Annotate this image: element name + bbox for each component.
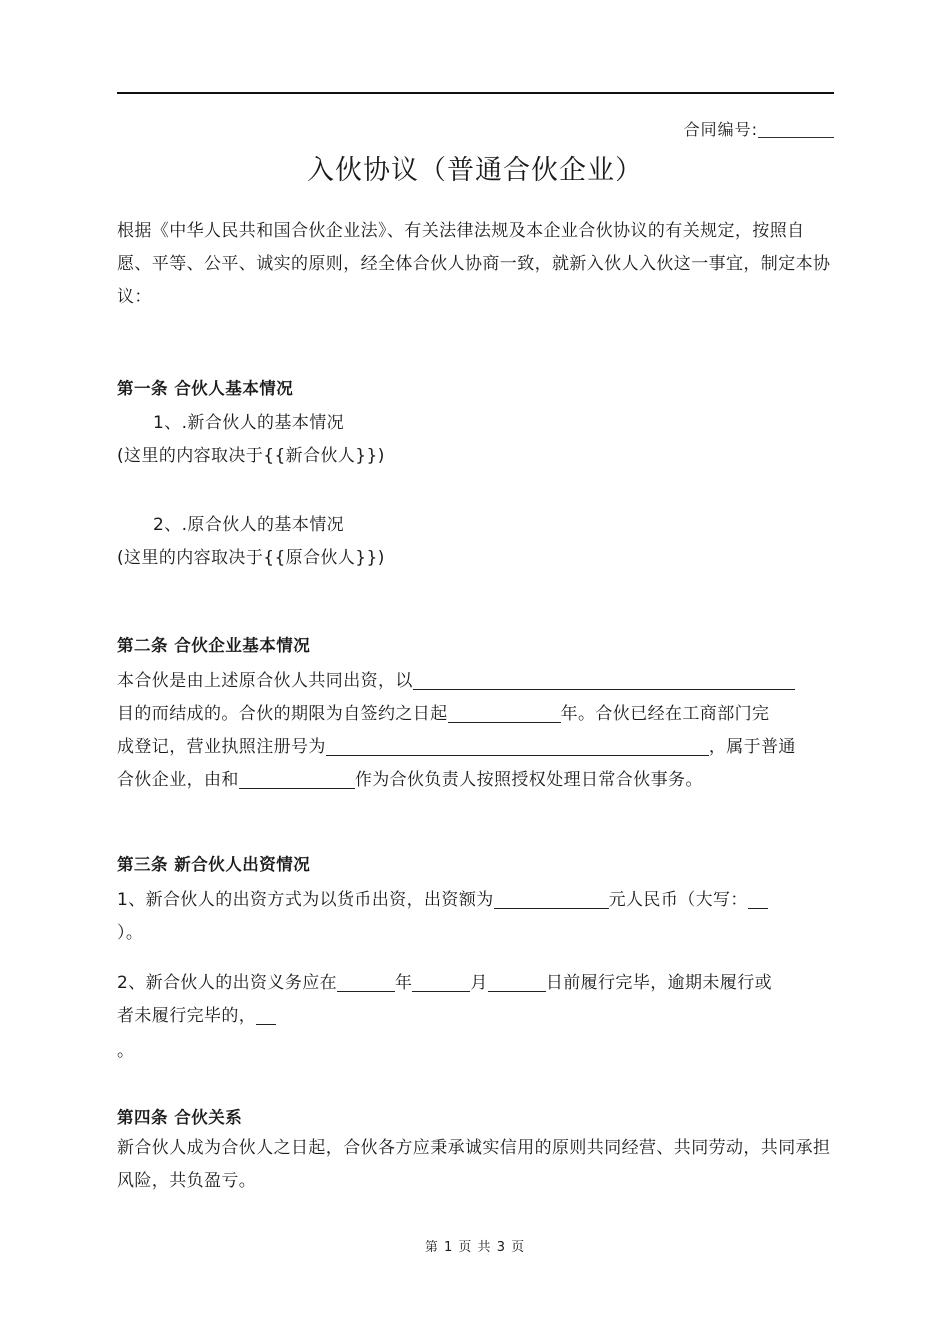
article1-item1: 1、.新合伙人的基本情况 — [153, 413, 345, 433]
purpose-blank[interactable] — [413, 671, 795, 690]
article1-item2-note: (这里的内容取决于{{原合伙人}}) — [117, 548, 385, 568]
article2-line3b-text: ，属于普通 — [708, 737, 796, 757]
article3-year-label: 年 — [395, 973, 413, 993]
term-years-blank[interactable] — [448, 704, 561, 723]
article4-body: 新合伙人成为合伙人之日起，合伙各方应秉承诚实信用的原则共同经营、共同劳动，共同承担风险，共负盈亏。 — [117, 1138, 831, 1191]
contract-number-blank[interactable] — [758, 121, 834, 138]
article3-p2b-text: 日前履行完毕，逾期未履行或 — [545, 973, 773, 993]
contribution-amount-blank[interactable] — [494, 890, 609, 909]
article3-heading: 第三条 新合伙人出资情况 — [117, 855, 311, 874]
due-day-blank[interactable] — [488, 973, 546, 992]
article2-line2 — [117, 699, 769, 724]
article2-line2b-text: 年。合伙已经在工商部门完 — [560, 704, 770, 724]
article2-line2a-text: 目的而结成的。合伙的期限为自签约之日起 — [117, 704, 448, 724]
article1-heading: 第一条 合伙人基本情况 — [117, 379, 294, 398]
registration-number-blank[interactable] — [326, 737, 709, 756]
intro-paragraph: 根据《中华人民共和国合伙企业法》、有关法律法规及本企业合伙协议的有关规定，按照自愿、平等、公平、诚实的原则，经全体合伙人协商一致，就新入伙人入伙这一事宜，制定本协议： — [117, 221, 831, 307]
article2-line4a-text: 合伙企业，由和 — [117, 770, 239, 790]
article1-item1-note: (这里的内容取决于{{新合伙人}}) — [117, 446, 385, 466]
article2-line3a-text: 成登记，营业执照注册号为 — [117, 737, 326, 757]
contract-number-label: 合同编号: — [683, 120, 758, 139]
page-footer: 第 1 页 共 3 页 — [424, 1240, 526, 1255]
article4-heading: 第四条 合伙关系 — [117, 1108, 243, 1127]
article1-item2: 2、.原合伙人的基本情况 — [153, 515, 345, 535]
article3-p1a-text: 1、新合伙人的出资方式为以货币出资，出资额为 — [117, 890, 494, 910]
article2-heading: 第二条 合伙企业基本情况 — [117, 636, 311, 655]
due-month-blank[interactable] — [412, 973, 470, 992]
article2-line1 — [117, 666, 795, 691]
article2-line3 — [117, 732, 796, 757]
article3-p2d-text: 。 — [117, 1041, 135, 1061]
article3-p1c-text: ）。 — [117, 923, 144, 943]
document-title: 入伙协议（普通合伙企业） — [307, 155, 643, 186]
article3-para2-line2 — [117, 1001, 276, 1026]
header-rule — [117, 92, 834, 94]
managing-partner-blank[interactable] — [239, 770, 355, 789]
default-consequence-blank[interactable] — [256, 1006, 276, 1025]
article3-p2a-text: 2、新合伙人的出资义务应在 — [117, 973, 338, 993]
article3-para2-line1 — [117, 968, 772, 993]
article3-p1b-text: 元人民币（大写： — [608, 890, 748, 910]
due-year-blank[interactable] — [337, 973, 395, 992]
article3-p2c-text: 者未履行完毕的， — [117, 1006, 257, 1026]
amount-in-words-blank[interactable] — [748, 890, 768, 909]
article2-line4 — [117, 765, 703, 790]
article2-line4b-text: 作为合伙负责人按照授权处理日常合伙事务。 — [354, 770, 703, 790]
article3-para1-line1 — [117, 885, 768, 910]
article3-month-label: 月 — [470, 973, 488, 993]
article2-line1-text: 本合伙是由上述原合伙人共同出资，以 — [117, 671, 413, 691]
contract-number — [684, 117, 834, 140]
